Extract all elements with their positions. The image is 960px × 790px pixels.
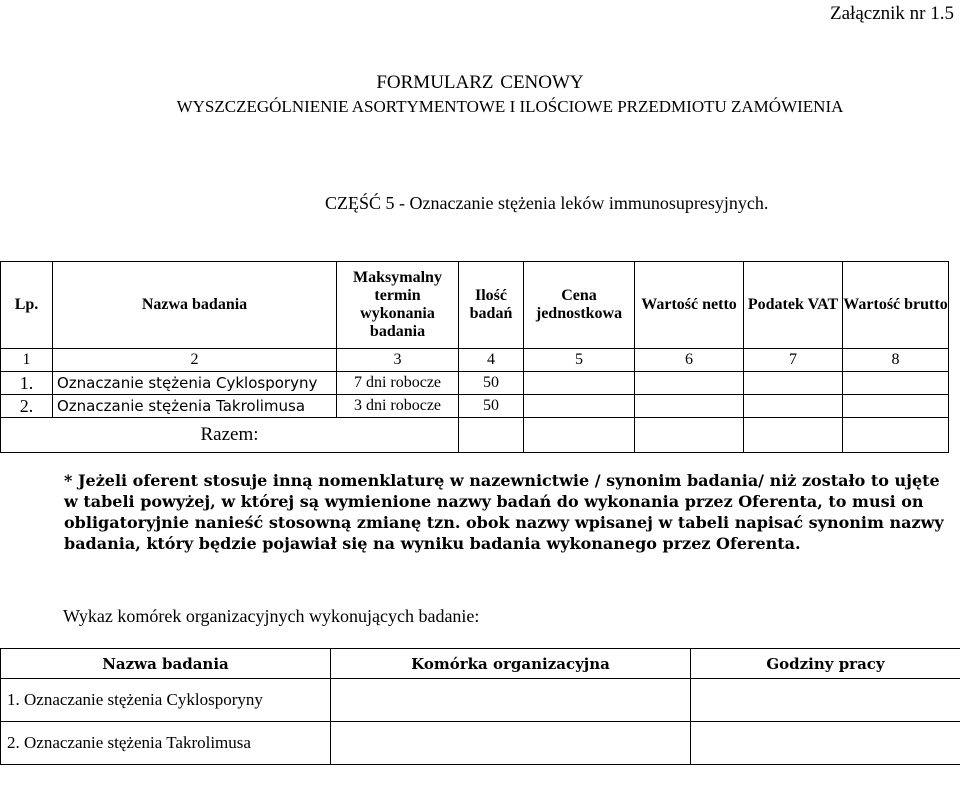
table-row [1,722,960,765]
row-lp: 2. [1,395,53,418]
units-row-unit-cell[interactable] [331,722,691,765]
col-number: 5 [524,349,635,372]
total-unit-price-cell[interactable] [524,418,635,453]
total-net-cell[interactable] [635,418,744,453]
units-title: Wykaz komórek organizacyjnych wykonujących badanie: [63,606,480,626]
units-header-unit: Komórka organizacyjna [331,649,691,679]
table-row [1,372,949,395]
form-subtitle: WYSZCZEGÓLNIENIE ASORTYMENTOWE I ILOŚCIOWE PRZEDMIOTU ZAMÓWIENIA [176,97,844,116]
header-lp: Lp. [1,262,53,349]
col-number: 7 [744,349,843,372]
row-gross-cell[interactable] [843,395,949,418]
row-name: Oznaczanie stężenia Cyklosporyny [53,372,337,395]
row-name: Oznaczanie stężenia Takrolimusa [53,395,337,418]
row-term: 3 dni robocze [337,395,459,418]
total-label: Razem: [1,418,459,453]
units-header-hours: Godziny pracy [691,649,960,679]
header-vat: Podatek VAT [744,262,843,349]
table-row [1,395,949,418]
row-term: 7 dni robocze [337,372,459,395]
col-number: 8 [843,349,949,372]
price-table-header [1,262,949,349]
row-lp: 1. [1,372,53,395]
units-row-hours-cell[interactable] [691,679,960,722]
units-table-header [1,649,960,679]
header-name: Nazwa badania [53,262,337,349]
col-number: 1 [1,349,53,372]
total-row [1,418,949,453]
form-title: FORMULARZ CENOWY [376,72,584,93]
header-term: Maksymalny termin wykonania badania [337,262,459,349]
total-qty-cell [459,418,524,453]
col-number: 3 [337,349,459,372]
attachment-label: Załącznik nr 1.5 [830,3,954,24]
column-number-row [1,349,949,372]
row-gross-cell[interactable] [843,372,949,395]
units-row-unit-cell[interactable] [331,679,691,722]
price-table [0,261,949,453]
units-table [0,648,960,765]
part-title: CZĘŚĆ 5 - Oznaczanie stężenia leków immunosupresyjnych. [325,193,769,213]
col-number: 6 [635,349,744,372]
units-row-name: 1. Oznaczanie stężenia Cyklosporyny [1,679,331,722]
table-row [1,679,960,722]
total-vat-cell[interactable] [744,418,843,453]
row-net-cell[interactable] [635,395,744,418]
units-row-hours-cell[interactable] [691,722,960,765]
row-unit-price-cell[interactable] [524,372,635,395]
row-qty: 50 [459,372,524,395]
row-vat-cell[interactable] [744,395,843,418]
units-row-name: 2. Oznaczanie stężenia Takrolimusa [1,722,331,765]
header-gross: Wartość brutto [843,262,949,349]
col-number: 4 [459,349,524,372]
nomenclature-note: * Jeżeli oferent stosuje inną nomenklaturę w nazewnictwie / synonim badania/ niż zostało to ujęte w tabeli powyżej, w której są wymienione nazwy badań do wykonania przez Oferenta, to musi on obligatoryjnie nanieść stosowną zmianę tzn. obok nazwy wpisanej w tabeli napisać synonim nazwy badania, który będzie pojawiał się na wyniku badania wykonanego przez Oferenta. [64,471,944,553]
header-net: Wartość netto [635,262,744,349]
units-header-name: Nazwa badania [1,649,331,679]
row-qty: 50 [459,395,524,418]
row-net-cell[interactable] [635,372,744,395]
col-number: 2 [53,349,337,372]
total-gross-cell[interactable] [843,418,949,453]
row-unit-price-cell[interactable] [524,395,635,418]
header-qty: Ilość badań [459,262,524,349]
header-unit-price: Cena jednostkowa [524,262,635,349]
row-vat-cell[interactable] [744,372,843,395]
